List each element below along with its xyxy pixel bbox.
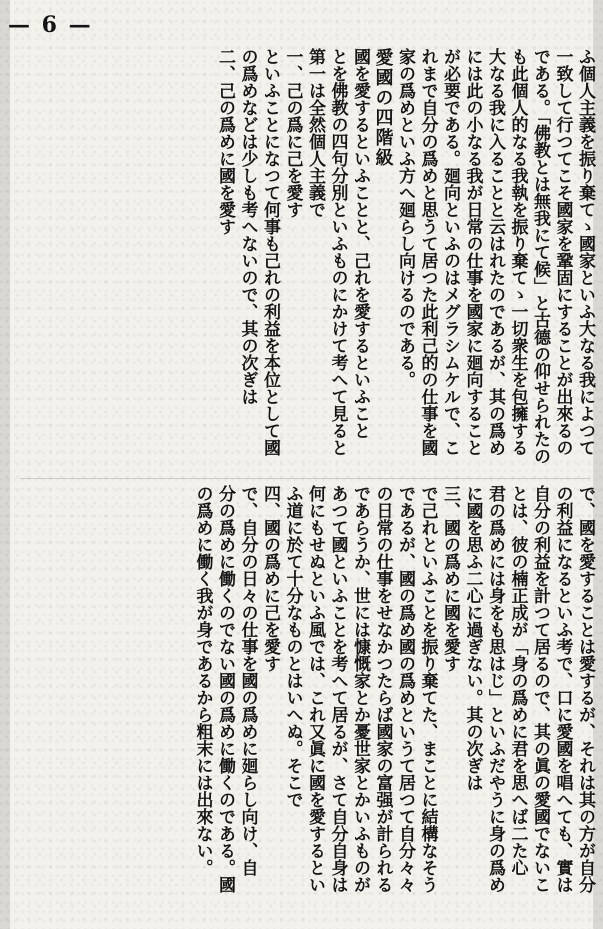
text-column: れまで自分の爲めと思うて居つた此利己的の仕事を國 — [417, 48, 438, 456]
text-column: であらうか、世には慷慨家とか憂世家とかいふものが — [350, 485, 370, 893]
text-column: といふことになつて何事も己れの利益を本位として國 — [260, 48, 280, 456]
text-column: 家の爲めといふ方へ廻らし向けるのである。 — [395, 48, 415, 388]
text-column: あつて國といふことを考へて居るが、さて自分自身は — [327, 485, 348, 893]
text-column: には此の小なる我が日常の仕事を國家に廻向すること — [462, 48, 483, 456]
text-column: で、自分の日々の仕事を國の爲めに廻らし向け、自 — [237, 485, 258, 876]
section-divider — [20, 478, 590, 479]
text-column: とは、彼の楠正成が「身の爲めに君を思へば二た心 — [507, 485, 528, 876]
section-heading: 愛國の四階級 — [372, 48, 394, 168]
list-item-heading: 一、己の爲に己を愛す — [282, 48, 303, 218]
page-number: — 6 — — [8, 12, 93, 38]
text-column: 第一は全然個人主義で — [305, 48, 325, 218]
text-column: ふ道に於て十分なものとはいへぬ。そこで — [282, 485, 303, 808]
text-column: の爲めなどは少しも考へないので、其の次ぎは — [237, 48, 258, 405]
text-column: 大なる我に入ることと云はれたのであるが、其の爲め — [485, 48, 505, 456]
text-column: の日常の仕事をせなかつたらば國家の富强が計られる — [372, 485, 393, 893]
top-text-block — [18, 48, 596, 473]
text-column: とを佛教の四句分別といふものにかけて考へて見ると — [327, 48, 348, 456]
text-column: 自分の利益を計つて居るので、其の眞の愛國でないこ — [530, 485, 550, 893]
text-column: 何にもせぬといふ風では、これ又眞に國を愛するとい — [305, 485, 325, 893]
left-page-edge — [0, 0, 10, 929]
text-column: 分の爲めに働くのでない國の爲めに働くのである。國 — [215, 485, 235, 893]
list-item-heading: 二、己の爲めに國を愛す — [215, 48, 235, 235]
text-column: である。「佛教とは無我にて候」と古德の仰せられたの — [530, 48, 550, 465]
list-item-heading: 三、國の爲めに國を愛す — [440, 485, 460, 672]
text-column: が必要である。廻向といふのはメグラシムケルで、こ — [440, 48, 460, 456]
text-column: 一致して行つてこそ國家を鞏固にすることが出來るの — [552, 48, 573, 456]
bottom-text-block — [18, 485, 596, 910]
text-column: も此個人的なる我執を振り棄てゝ一切衆生を包擁する — [507, 48, 528, 456]
text-column: で己れといふことを振り棄てた、まことに結構なそう — [417, 485, 438, 893]
text-column: であるが、國の爲め國の爲めというて居つて自分々々 — [395, 485, 415, 893]
text-column: 國を愛するといふことと、己れを愛するといふこと — [350, 48, 370, 439]
text-column: の爲めに働く我が身であるから粗末には出來ない。 — [192, 485, 213, 876]
text-column: に國を思ふ二心に過ぎない。其の次ぎは — [462, 485, 483, 791]
text-column: で、國を愛することは愛するが、それは其の方が自分 — [575, 485, 595, 893]
text-column: の利益になるといふ考で、口に愛國を唱へても、實は — [552, 485, 573, 893]
text-column: 君の爲めには身をも思はじ」といふだやうに身の爲め — [485, 485, 505, 893]
list-item-heading: 四、國の爲めに己を愛す — [260, 485, 280, 672]
text-column: ふ個人主義を振り棄てゝ國家といふ大なる我によつて — [575, 48, 595, 456]
